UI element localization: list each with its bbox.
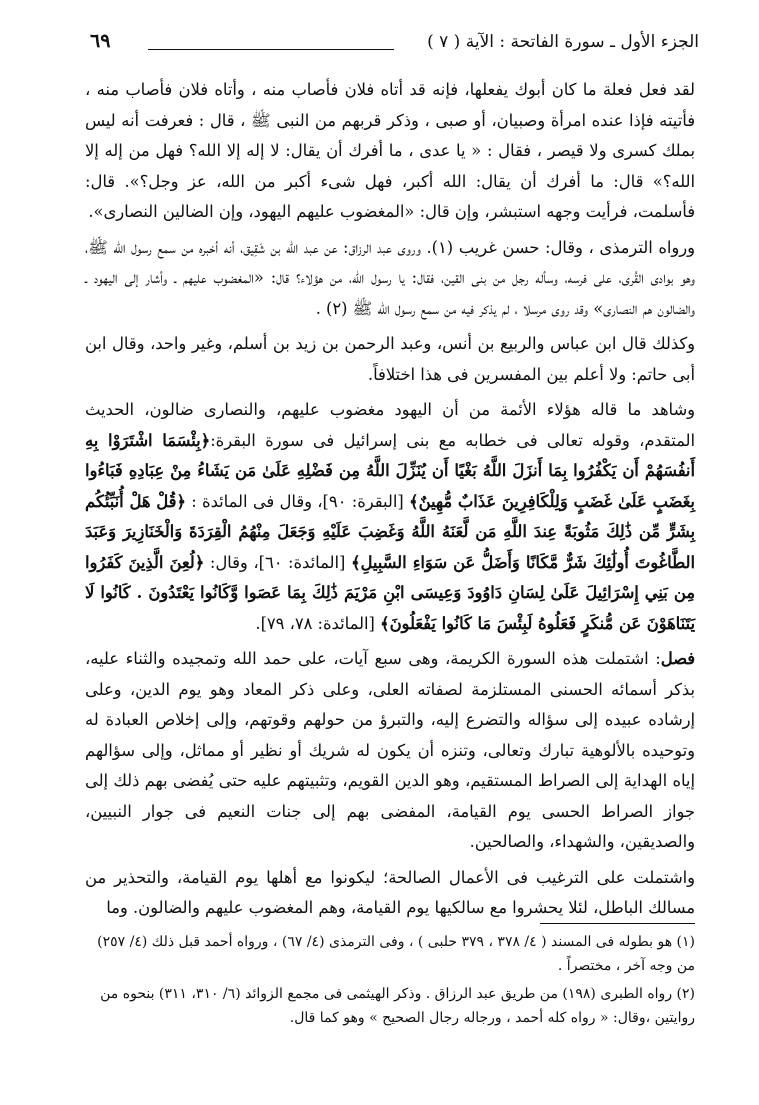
header-title: الجزء الأول ـ سورة الفاتحة : الآية ( ٧ )	[427, 32, 699, 52]
paragraph-fasl	[85, 644, 695, 858]
quran-verse-baqarah: ﴿بِئْسَمَا اشْتَرَوْا بِهِ أَنفُسَهُمْ أَن يَكْفُرُوا بِمَا أَنزَلَ اللَّهُ بَغْيًا أَن يُنَزِّلَ اللَّهُ مِن فَضْلِهِ عَلَىٰ مَن يَشَاءُ مِنْ عِبَادِهِ فَبَاءُوا بِغَضَبٍ عَلَىٰ غَضَبٍ وَلِلْكَافِرِينَ عَذَابٌ مُّهِينٌ﴾	[85, 430, 695, 511]
quran-verse-maidah-78: ﴿لُعِنَ الَّذِينَ كَفَرُوا مِن بَنِي إِسْرَائِيلَ عَلَىٰ لِسَانِ دَاوُودَ وَعِيسَى ابْنِ مَرْيَمَ ذَٰلِكَ بِمَا عَصَوا وَّكَانُوا يَعْتَدُونَ . كَانُوا لَا يَتَنَاهَوْنَ عَن مُّنكَرٍ فَعَلُوهُ لَبِئْسَ مَا كَانُوا يَفْعَلُونَ﴾	[85, 552, 695, 633]
header-rule	[148, 49, 394, 50]
verse-ref-maidah-60: [المائدة: ٦٠]، وقال:	[209, 552, 346, 572]
paragraph-hadith: لقد فعل فعلة ما كان أبوك يفعلها، فإنه قد أتاه فلان فأصاب منه ، وأتاه فلان فأصاب منه ، فأتيته فإذا عنده امرأة وصبيان، أو صبى ، وذكر قربهم من النبى ﷺ ، قال : فعرفت أنه ليس بملك كسرى ولا قيصر ، فقال : « يا عدى ، ما أفرك أن يقال: لا إله إلا الله؟ فهل من إله إلا الله؟» قال: ما أفرك أن يقال: الله أكبر، فهل شىء أكبر من الله، عز وجل؟». قال: فأسلمت، فرأيت وجهه استبشر، وإن قال: «المغضوب عليهم اليهود، وإن الضالين النصارى».	[85, 80, 695, 221]
quran-verse-maidah-60: ﴿قُلْ هَلْ أُنَبِّئُكُم بِشَرٍّ مِّن ذَٰلِكَ مَثُوبَةً عِندَ اللَّهِ مَن لَّعَنَهُ اللَّهُ وَغَضِبَ عَلَيْهِ وَجَعَلَ مِنْهُمُ الْقِرَدَةَ وَالْخَنَازِيرَ وَعَبَدَ الطَّاغُوتَ أُولَٰئِكَ شَرٌّ مَّكَانًا وَأَضَلُّ عَن سَوَاءِ السَّبِيلِ﴾	[85, 491, 695, 572]
paragraph-targhib: واشتملت على الترغيب فى الأعمال الصالحة؛ ليكونوا مع أهلها يوم القيامة، والتحذير من مسالك الباطل، لئلا يحشروا مع سالكيها يوم القيامة، وهم المغضوب عليهم والضالون. وما	[85, 867, 695, 917]
verse-ref-baqarah: [البقرة: ٩٠]، وقال فى المائدة :	[191, 491, 404, 511]
verse-ref-maidah-78: [المائدة: ٧٨، ٧٩].	[255, 613, 375, 633]
footnote-1: (١) هو بطوله فى المسند ( ٤/ ٣٧٨ ، ٣٧٩ حلبى ) ، وفى الترمذى (٤/ ٦٧) ، ورواه أحمد قبل ذلك (٤/ ٢٥٧) من وجه آخر ، مختصراً .	[97, 934, 695, 974]
evidence-intro: وشاهد ما قاله هؤلاء الأئمة من أن اليهود مغضوب عليهم، والنصارى ضالون، الحديث المتقدم، وقوله تعالى فى خطابه مع بنى إسرائيل فى سورة البقرة:	[85, 400, 696, 450]
footnote-2: (٢) رواه الطبرى (١٩٨) من طريق عبد الرزاق . وذكر الهيثمى فى مجمع الزوائد (٦/ ٣١٠، ٣١١) بنحوه من روايتين ،وقال: « رواه كله أحمد ، ورجاله رجال الصحيح » وهو كما قال.	[100, 986, 695, 1026]
paragraph-evidence	[85, 395, 695, 639]
paragraph-tirmidhi: ورواه الترمذى ، وقال: حسن غريب (١). وروى عبد الرزاق: عن عبد الله بن شَقِيق، أنه أخبره من سمع رسول الله ﷺ، وهو بوادى القُرى، على فرسه، وسأله رجل من بنى القين، فقال: يا رسول الله، من هؤلاء؟ قال: «المغضوب عليهم ـ وأشار إلى اليهود ـ والضالون هم النصارى» وقد روى مرسلا ، لم يذكر فيه من سمع رسول الله ﷺ (٢) .	[85, 237, 695, 318]
main-text	[85, 75, 695, 929]
paragraph-ibn-abbas: وكذلك قال ابن عباس والربيع بن أنس، وعبد الرحمن بن زيد بن أسلم، وغير واحد، وقال ابن أبى حاتم: ولا أعلم بين المفسرين فى هذا اختلافاً.	[85, 334, 695, 384]
footnote-rule	[540, 923, 695, 924]
footnotes	[85, 930, 695, 1034]
fasl-text: : اشتملت هذه السورة الكريمة، وهى سبع آيات، على حمد الله وتمجيده والثناء عليه، بذكر أسمائه الحسنى المستلزمة لصفاته العلى، وعلى ذكر المعاد وهو يوم الدين، وعلى إرشاده عبيده إلى سؤاله والتضرع إليه، والتبرؤ من حولهم وقوتهم، وإلى إخلاص العبادة له وتوحيده بالألوهية تبارك وتعالى، وتنزه أن يكون له شريك أو نظير أو مماثل، وإلى سؤالهم إياه الهداية إلى الصراط المستقيم، وهو الدين القويم، وتثبيتهم عليه حتى يُفضى بهم ذلك إلى جواز الصراط الحسى يوم القيامة، المفضى بهم إلى جنات النعيم فى جوار النبيين، والصديقين، والشهداء، والصالحين.	[85, 649, 695, 851]
running-header	[90, 30, 699, 60]
fasl-label: فصل	[660, 649, 695, 668]
page-number: ٦٩	[90, 30, 111, 52]
